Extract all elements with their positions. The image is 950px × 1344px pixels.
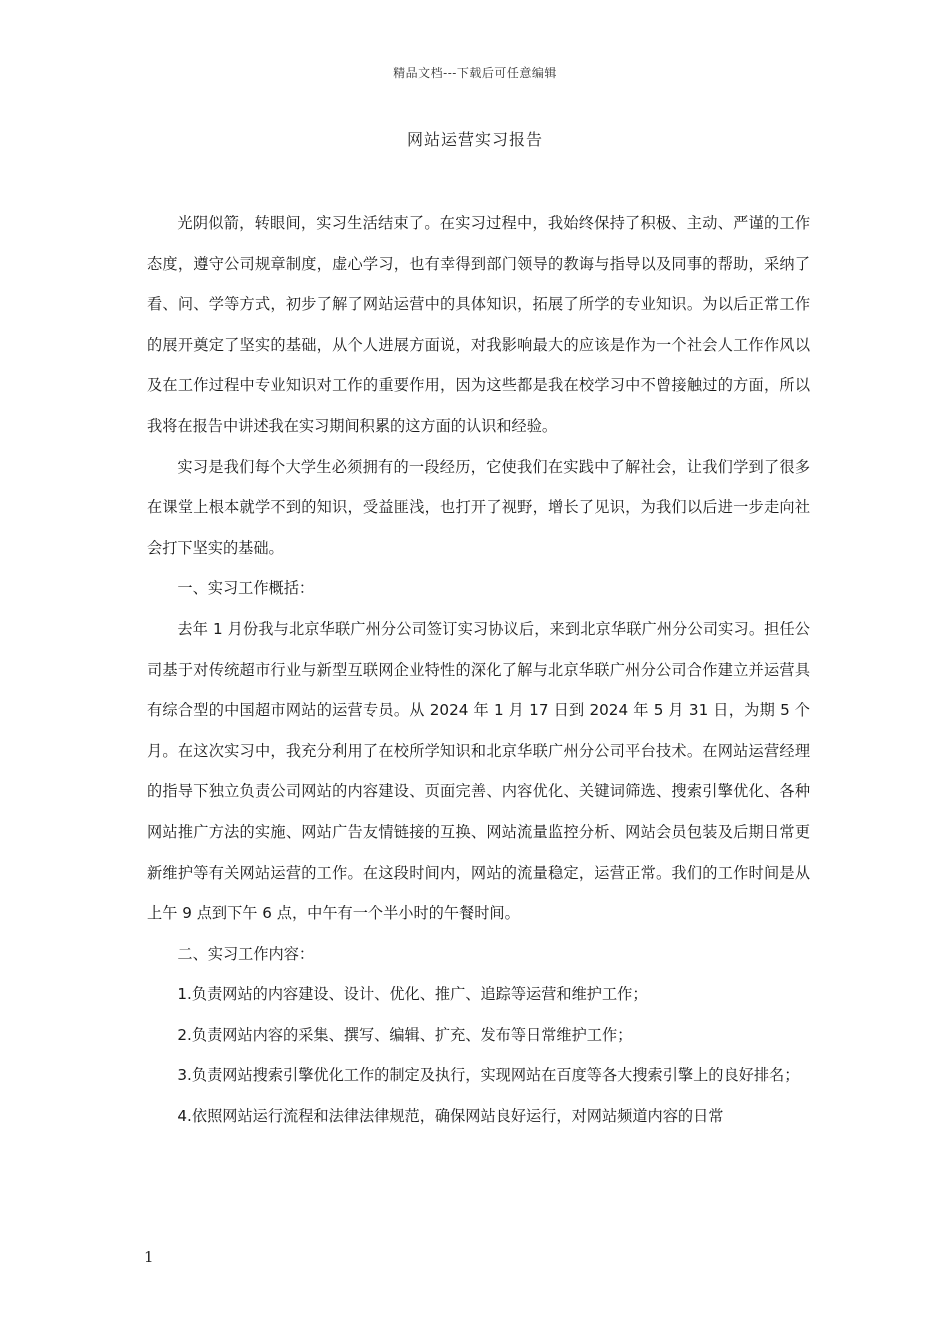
paragraph-internship-value: 实习是我们每个大学生必须拥有的一段经历，它使我们在实践中了解社会，让我们学到了很多在课堂上根本就学不到的知识，受益匪浅，也打开了视野，增长了见识，为我们以后进一步走向社会打下坚实的基础。: [147, 457, 810, 557]
list-item-1: 1.负责网站的内容建设、设计、优化、推广、追踪等运营和维护工作；: [177, 985, 648, 1004]
list-item-3: 3.负责网站搜索引擎优化工作的制定及执行，实现网站在百度等各大搜索引擎上的良好排名；: [177, 1066, 800, 1085]
list-item-4: 4.依照网站运行流程和法律法律规范，确保网站良好运行，对网站频道内容的日常: [177, 1107, 724, 1126]
page-number: 1: [144, 1248, 154, 1266]
section-heading-content: 二、实习工作内容：: [177, 944, 315, 963]
paragraph-intro: 光阴似箭，转眼间，实习生活结束了。在实习过程中，我始终保持了积极、主动、严谨的工作态度，遵守公司规章制度，虚心学习，也有幸得到部门领导的教诲与指导以及同事的帮助，采纳了看、问、学等方式，初步了解了网站运营中的具体知识，拓展了所学的专业知识。为以后正常工作的展开奠定了坚实的基础，从个人进展方面说，对我影响最大的应该是作为一个社会人工作作风以及在工作过程中专业知识对工作的重要作用，因为这些都是我在校学习中不曾接触过的方面，所以我将在报告中讲述我在实习期间积累的这方面的认识和经验。: [147, 214, 810, 435]
document-body: [147, 203, 810, 1137]
page-header: 精品文档---下载后可任意编辑: [393, 66, 557, 80]
paragraph-overview: 去年 1 月份我与北京华联广州分公司签订实习协议后，来到北京华联广州分公司实习。担任公司基于对传统超市行业与新型互联网企业特性的深化了解与北京华联广州分公司合作建立并运营具有综合型的中国超市网站的运营专员。从 2024 年 1 月 17 日到 2024 年 5 月 31 日，为期 5 个月。在这次实习中，我充分利用了在校所学知识和北京华联广州分公司平台技术。在网站运营经理的指导下独立负责公司网站的内容建设、页面完善、内容优化、关键词筛选、搜索引擎优化、各种网站推广方法的实施、网站广告友情链接的互换、网站流量监控分析、网站会员包装及后期日常更新维护等有关网站运营的工作。在这段时间内，网站的流量稳定，运营正常。我们的工作时间是从上午 9 点到下午 6 点，中午有一个半小时的午餐时间。: [147, 619, 810, 923]
list-item-2: 2.负责网站内容的采集、撰写、编辑、扩充、发布等日常维护工作；: [177, 1025, 633, 1044]
document-title: 网站运营实习报告: [406, 130, 543, 149]
section-heading-overview: 一、实习工作概括：: [177, 579, 315, 598]
